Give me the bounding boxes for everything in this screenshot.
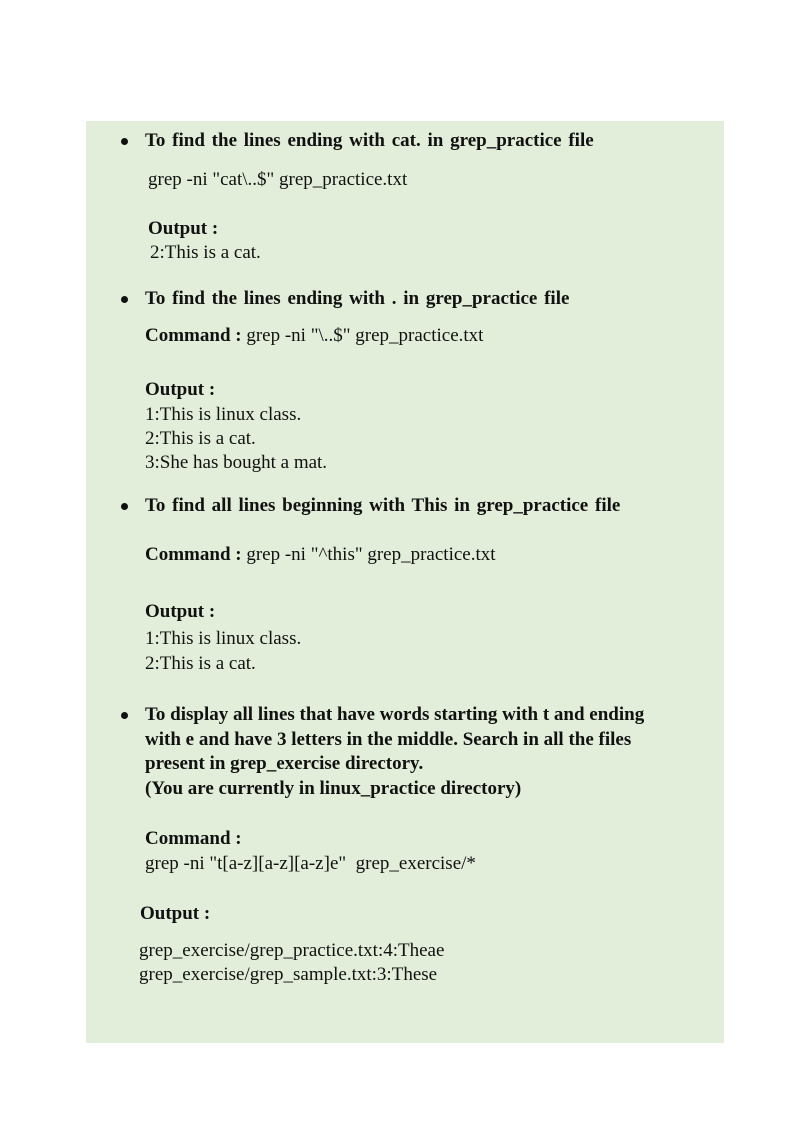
section-heading: To find the lines ending with cat. in grep_practice file bbox=[145, 130, 594, 151]
bullet-icon bbox=[121, 138, 128, 145]
command-text: grep -ni "t[a-z][a-z][a-z]e" grep_exercise/* bbox=[145, 853, 476, 874]
bullet-icon bbox=[121, 296, 128, 303]
section-heading: To find the lines ending with . in grep_practice file bbox=[145, 288, 570, 309]
output-line: grep_exercise/grep_sample.txt:3:These bbox=[139, 964, 438, 985]
output-label: Output : bbox=[140, 903, 211, 924]
output-line: 1:This is linux class. bbox=[145, 404, 302, 425]
output-line: 1:This is linux class. bbox=[145, 628, 302, 649]
command-row bbox=[145, 544, 496, 566]
bullet-icon bbox=[121, 503, 128, 510]
output-line: 2:This is a cat. bbox=[150, 242, 261, 263]
output-label: Output : bbox=[145, 601, 216, 622]
output-line: 2:This is a cat. bbox=[145, 428, 256, 449]
command-label: Command : bbox=[145, 828, 242, 849]
heading-line: with e and have 3 letters in the middle. Search in all the files bbox=[145, 728, 632, 750]
command-text: grep -ni "\..$" grep_practice.txt bbox=[246, 325, 484, 346]
command-label: Command : bbox=[145, 544, 242, 565]
command-text: grep -ni "^this" grep_practice.txt bbox=[246, 544, 496, 565]
output-line: grep_exercise/grep_practice.txt:4:Theae bbox=[139, 940, 445, 961]
section-heading bbox=[145, 703, 705, 801]
section-heading: To find all lines beginning with This in grep_practice file bbox=[145, 495, 621, 516]
output-label: Output : bbox=[148, 218, 219, 239]
command-label: Command : bbox=[145, 325, 242, 346]
output-line: 2:This is a cat. bbox=[145, 653, 256, 674]
output-label: Output : bbox=[145, 379, 216, 400]
heading-line: To display all lines that have words starting with t and ending bbox=[145, 704, 645, 725]
heading-line: (You are currently in linux_practice directory) bbox=[145, 777, 522, 799]
command-row bbox=[145, 325, 483, 347]
output-line: 3:She has bought a mat. bbox=[145, 452, 328, 473]
heading-line: present in grep_exercise directory. bbox=[145, 753, 424, 774]
bullet-icon bbox=[121, 712, 128, 719]
command-text: grep -ni "cat\..$" grep_practice.txt bbox=[148, 169, 408, 190]
